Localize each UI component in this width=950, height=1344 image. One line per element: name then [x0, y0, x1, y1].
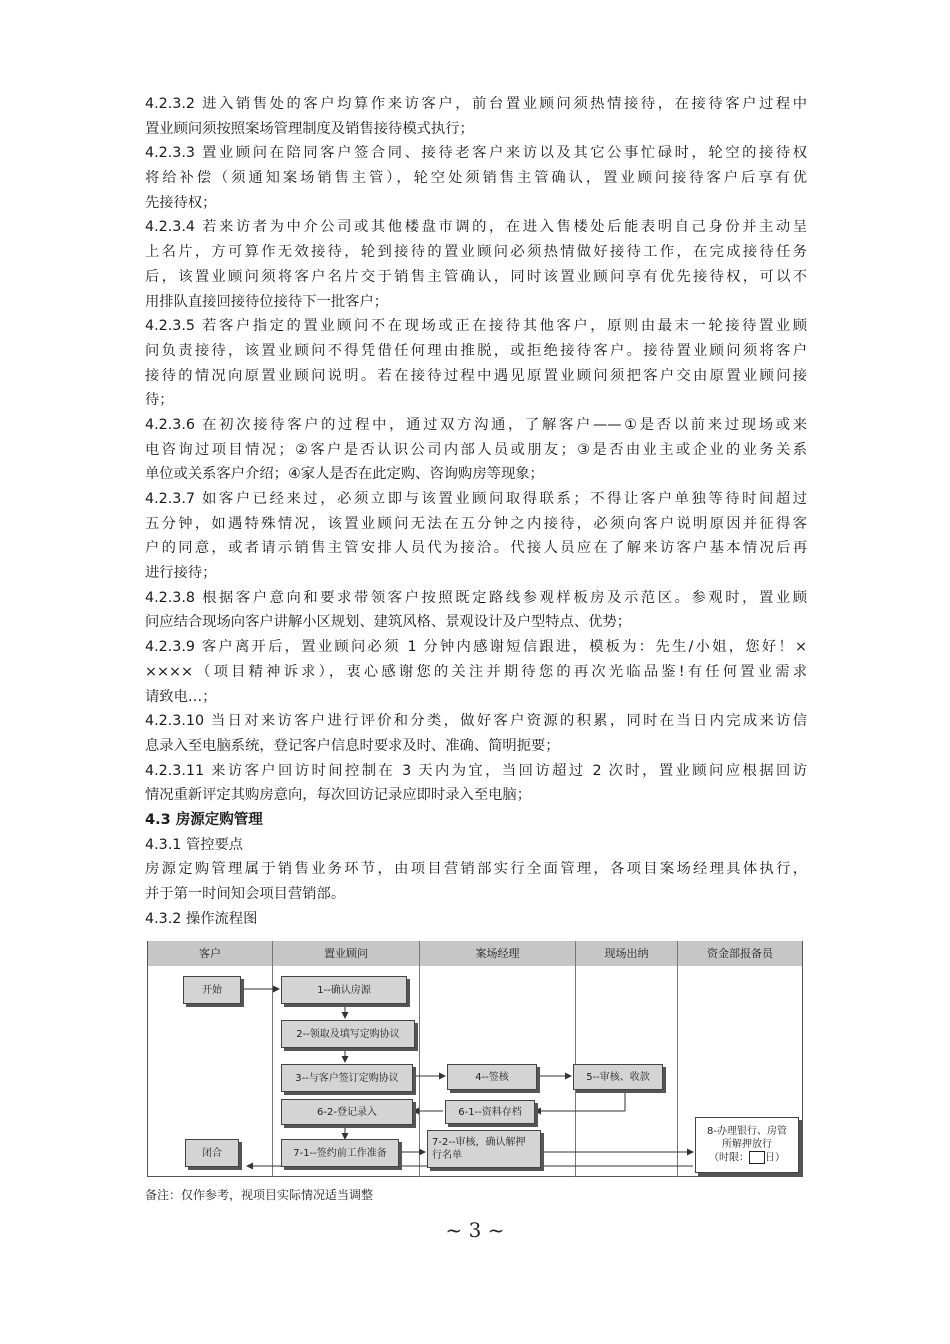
- paragraph-line: 4.2.3.6 在初次接待客户的过程中，通过双方沟通，了解客户——①是否以前来过现场或来: [145, 416, 807, 433]
- deadline-box: [749, 1151, 765, 1164]
- paragraph-line: 情况重新评定其购房意向，每次回访记录应即时录入至电脑；: [145, 787, 532, 804]
- paragraph-line: 问应结合现场向客户讲解小区规划、建筑风格、景观设计及户型特点、优势；: [145, 614, 632, 631]
- paragraph-line: 请致电…；: [145, 688, 217, 705]
- flow-step-5: 5--审核、收款: [573, 1064, 663, 1090]
- lane-header-customer: 客户: [148, 941, 273, 966]
- paragraph-line: 置业顾问须按照案场管理制度及销售接待模式执行；: [145, 120, 474, 137]
- paragraph-line: 息录入至电脑系统，登记客户信息时要求及时、准确、简明扼要；: [145, 737, 560, 754]
- flow-step-3: 3--与客户签订定购协议: [281, 1064, 413, 1092]
- paragraph-line: 4.2.3.11 来访客户回访时间控制在 3 天内为宜，当回访超过 2 次时，置业顾问应根据回访: [145, 762, 807, 779]
- paragraph-line: 电咨询过项目情况；②客户是否认识公司内部人员或朋友；③是否由业主或企业的业务关系: [145, 441, 807, 458]
- page-number: ~ 3 ~: [445, 1218, 505, 1242]
- paragraph-line: 4.2.3.2 进入销售处的客户均算作来访客户，前台置业顾问须热情接待，在接待客户过程中: [145, 96, 807, 112]
- flow-step-7-1: 7-1--签约前工作准备: [281, 1139, 399, 1167]
- flow-step-6-1: 6-1--资料存档: [445, 1100, 535, 1124]
- paragraph-line: 4.2.3.7 如客户已经来过，必须立即与该置业顾问取得联系；不得让客户单独等待时间超过: [145, 491, 807, 507]
- paragraph-line: 五分钟，如遇特殊情况，该置业顾问无法在五分钟之内接待，必须向客户说明原因并征得客: [145, 515, 807, 532]
- paragraph-line: 户的同意，或者请示销售主管安排人员代为接洽。代接人员应在了解来访客户基本情况后再: [145, 540, 807, 557]
- flow-step-7-2-line: 行名单: [432, 1150, 462, 1161]
- flow-start: 开始: [183, 976, 241, 1004]
- subsection-heading: 4.3.2 操作流程图: [145, 910, 258, 927]
- subsection-heading: 4.3.1 管控要点: [145, 836, 244, 853]
- lane-header-cashier: 现场出纳: [576, 941, 678, 966]
- flow-step-7-2: [427, 1130, 541, 1168]
- paragraph-line: 4.2.3.4 若来访者为中介公司或其他楼盘市调的，在进入售楼处后能表明自己身份并主动呈: [145, 219, 807, 236]
- paragraph-line: 4.2.3.10 当日对来访客户进行评价和分类，做好客户资源的积累，同时在当日内完成来访信: [145, 713, 807, 730]
- paragraph-line: 将给补偿（须通知案场销售主管），轮空处须销售主管确认，置业顾问接待客户后享有优: [145, 170, 807, 187]
- flowchart: [147, 941, 803, 1177]
- flow-step-8-line: 所解押放行: [722, 1139, 772, 1151]
- paragraph-line: 待；: [145, 392, 174, 409]
- flow-step-1: 1--确认房源: [281, 976, 407, 1004]
- paragraph-list: [145, 92, 807, 808]
- flow-step-6-2: 6-2-登记录入: [281, 1099, 413, 1125]
- flow-step-2: 2--领取及填写定购协议: [281, 1020, 415, 1048]
- lane-header-consultant: 置业顾问: [273, 941, 420, 966]
- document-body: [145, 92, 807, 931]
- paragraph-line: 4.2.3.9 客户离开后，置业顾问必须 1 分钟内感谢短信跟进，模板为：先生/小姐，您好！×: [145, 639, 807, 656]
- paragraph-line: 后，该置业顾问须将客户名片交于销售主管确认，同时该置业顾问享有优先接待权，可以不: [145, 268, 807, 285]
- section-body-line: 房源定购管理属于销售业务环节，由项目营销部实行全面管理，各项目案场经理具体执行，: [145, 861, 807, 878]
- flow-step-7-2-line: 7-2--审核，确认解押: [432, 1137, 526, 1148]
- paragraph-line: 接待的情况向原置业顾问说明。若在接待过程中遇见原置业顾问须把客户交由原置业顾问接: [145, 367, 807, 384]
- section-body-line: 并于第一时间知会项目营销部。: [145, 886, 346, 902]
- paragraph-line: ××××（项目精神诉求），衷心感谢您的关注并期待您的再次光临品鉴!有任何置业需求: [145, 663, 807, 680]
- paragraph-line: 进行接待；: [145, 565, 217, 582]
- flow-step-4: 4--签核: [447, 1064, 537, 1090]
- paragraph-line: 4.2.3.3 置业顾问在陪同客户签合同、接待老客户来访以及其它公事忙碌时，轮空的接待权: [145, 145, 807, 162]
- flow-end: 闭合: [185, 1139, 239, 1167]
- section-heading: 4.3 房源定购管理: [145, 811, 263, 828]
- flow-step-8: [695, 1117, 799, 1173]
- flow-step-8-line: （时限： 日）: [709, 1152, 785, 1164]
- lane-header-manager: 案场经理: [420, 941, 576, 966]
- footnote: 备注：仅作参考，视项目实际情况适当调整: [145, 1188, 374, 1202]
- paragraph-line: 单位或关系客户介绍；④家人是否在此定购、咨询购房等现象；: [145, 466, 544, 483]
- flow-step-8-line: 8-办理银行、房管: [707, 1126, 787, 1138]
- paragraph-line: 4.2.3.8 根据客户意向和要求带领客户按照既定路线参观样板房及示范区。参观时，置业顾: [145, 589, 807, 606]
- paragraph-line: 先接待权；: [145, 194, 217, 211]
- paragraph-line: 用排队直接回接待位接待下一批客户；: [145, 293, 389, 310]
- lane-header-finance: 资金部报备员: [678, 941, 802, 966]
- paragraph-line: 上名片，方可算作无效接待，轮到接待的置业顾问必须热情做好接待工作，在完成接待任务: [145, 244, 807, 261]
- paragraph-line: 问负责接待，该置业顾问不得凭借任何理由推脱，或拒绝接待客户。接待置业顾问须将客户: [145, 342, 807, 359]
- paragraph-line: 4.2.3.5 若客户指定的置业顾问不在现场或正在接待其他客户，原则由最末一轮接待置业顾: [145, 318, 807, 335]
